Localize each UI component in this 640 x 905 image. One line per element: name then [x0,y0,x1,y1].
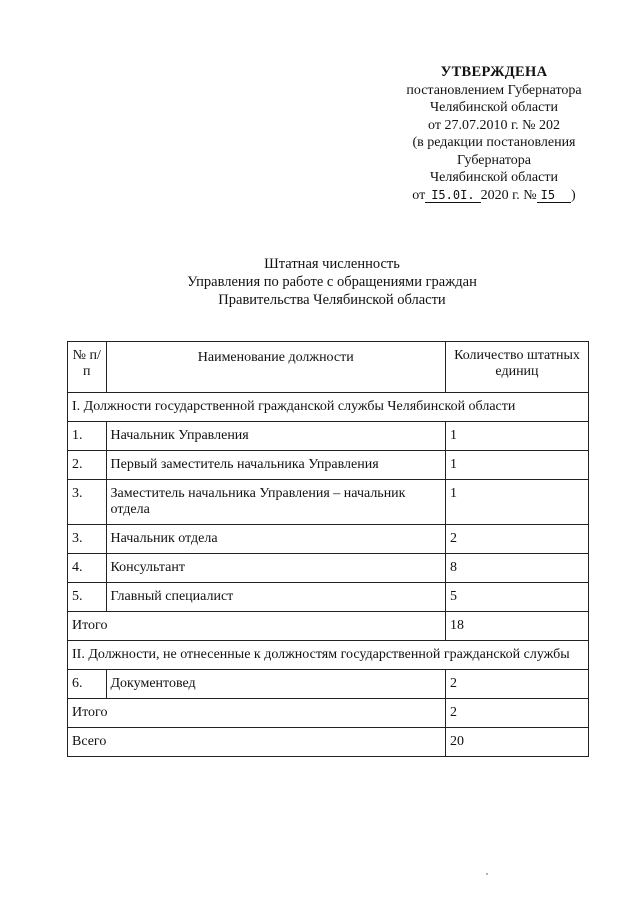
subtotal-label: Итого [68,612,446,641]
row-qty: 2 [445,525,588,554]
header-qty: Количество штатных единиц [445,342,588,393]
row-num: 2. [68,451,107,480]
closing-paren: ) [571,187,576,203]
section-row [68,641,589,670]
approval-line: Челябинской области [430,100,558,115]
date-prefix: от [412,187,426,203]
heading-line: Управления по работе с обращениями граждан [187,274,477,290]
approval-line: Челябинской области [430,170,558,185]
subtotal-row [68,699,589,728]
row-num: 4. [68,554,107,583]
subtotal-qty: 18 [445,612,588,641]
total-label: Всего [68,728,446,757]
row-name: Начальник Управления [106,422,445,451]
row-num: 3. [68,480,107,525]
row-name: Заместитель начальника Управления – начальник отдела [106,480,445,525]
subtotal-row [68,612,589,641]
table-row [68,422,589,451]
row-num: 1. [68,422,107,451]
table-header-row [68,342,589,393]
table-row [68,554,589,583]
heading-line: Правительства Челябинской области [218,292,446,308]
approval-stamp [388,64,600,204]
row-name: Первый заместитель начальника Управления [106,451,445,480]
row-qty: 1 [445,451,588,480]
subtotal-label: Итого [68,699,446,728]
row-qty: 8 [445,554,588,583]
row-qty: 1 [445,480,588,525]
row-num: 6. [68,670,107,699]
row-name: Документовед [106,670,445,699]
table-row [68,451,589,480]
header-num: № п/п [68,342,107,393]
total-row [68,728,589,757]
row-qty: 2 [445,670,588,699]
approval-line: Губернатора [456,152,532,168]
row-name: Главный специалист [106,583,445,612]
section-title: I. Должности государственной гражданской службы Челябинской области [68,393,589,422]
document-heading [0,255,640,309]
approval-title: УТВЕРЖДЕНА [440,64,548,80]
table-row [68,480,589,525]
section-title: II. Должности, не отнесенные к должностям государственной гражданской службы [68,641,589,670]
row-qty: 1 [445,422,588,451]
approval-line: от 27.07.2010 г. № 202 [428,117,560,133]
header-name: Наименование должности [106,342,445,393]
staff-table [67,341,589,757]
table-row [68,670,589,699]
approval-line: постановлением Губернатора [406,82,582,98]
row-num: 5. [68,583,107,612]
row-name: Начальник отдела [106,525,445,554]
date-value: I5.0I. [425,188,480,203]
heading-line: Штатная численность [264,256,400,272]
scan-speck [486,873,488,875]
row-num: 3. [68,525,107,554]
approval-date-line [388,187,600,205]
approval-line: (в редакции постановления [412,135,576,150]
row-name: Консультант [106,554,445,583]
total-qty: 20 [445,728,588,757]
table-row [68,583,589,612]
number-value: I5 [537,188,571,203]
section-row [68,393,589,422]
subtotal-qty: 2 [445,699,588,728]
date-year: 2020 г. № [480,187,537,203]
table-row [68,525,589,554]
row-qty: 5 [445,583,588,612]
